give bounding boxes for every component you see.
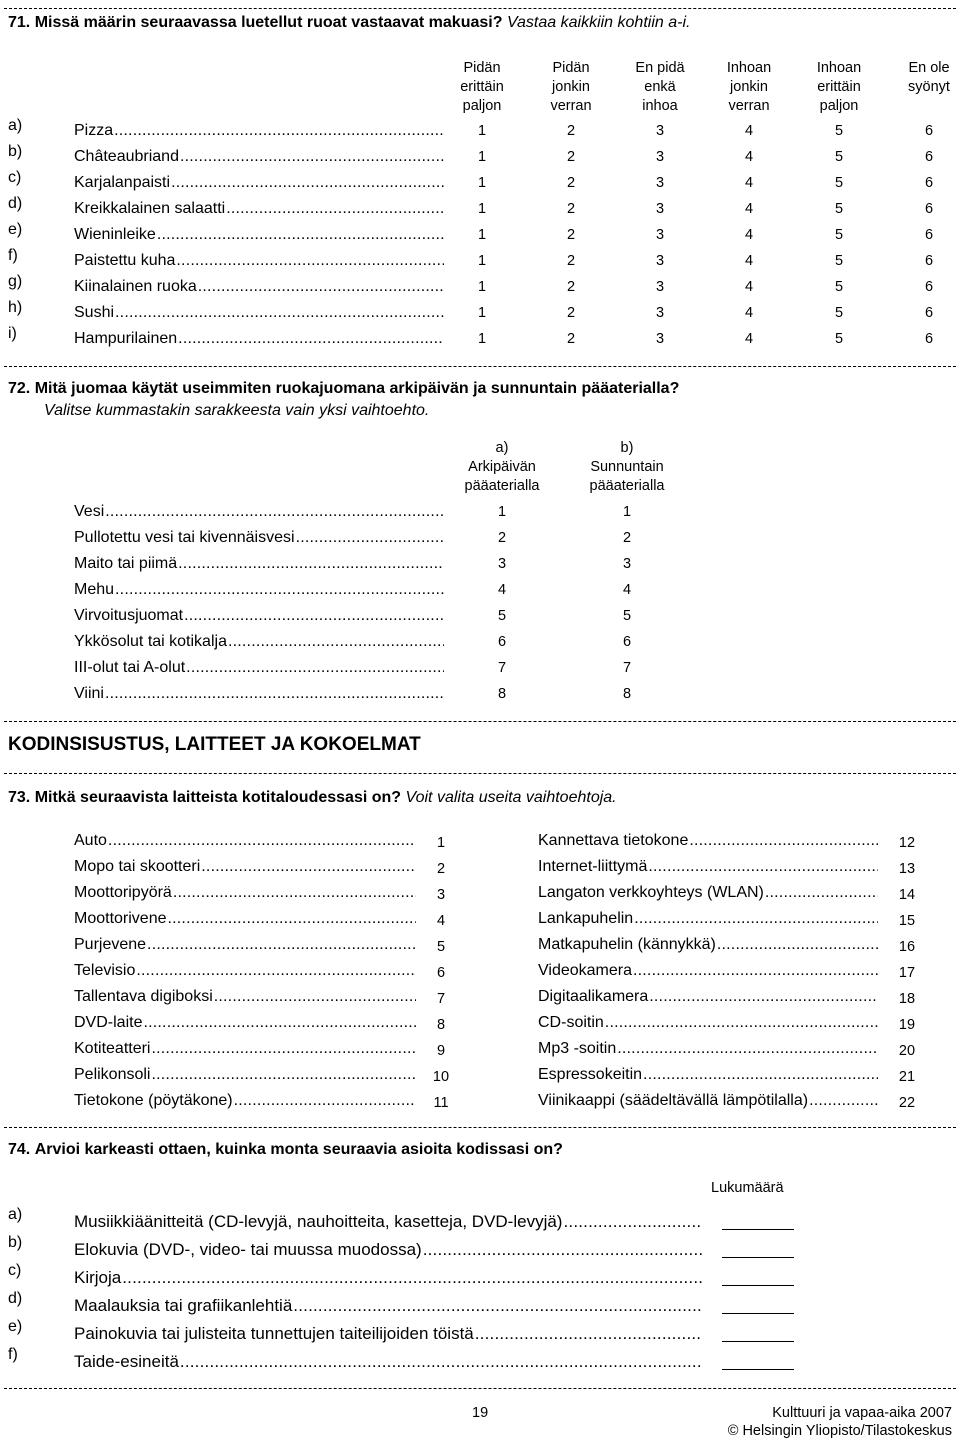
answer-code[interactable]: 1 <box>477 123 487 139</box>
answer-code[interactable]: 2 <box>566 227 576 243</box>
page-number: 19 <box>472 1405 489 1421</box>
q71-item-label: Kreikkalainen salaatti <box>74 200 226 217</box>
device-code[interactable]: 2 <box>436 861 446 877</box>
q71-item <box>74 147 444 167</box>
item-letter: c) <box>8 1262 22 1279</box>
device-code[interactable]: 16 <box>898 939 916 955</box>
column-header-line: Sunnuntain <box>590 459 664 475</box>
answer-code[interactable]: 2 <box>566 253 576 269</box>
question-number: 74. <box>8 1141 31 1158</box>
column-header-line: Pidän <box>463 60 501 76</box>
answer-code[interactable]: 4 <box>744 149 754 165</box>
q73-device <box>538 909 878 929</box>
separator-line <box>4 721 956 722</box>
q72-item-label: Maito tai piimä <box>74 555 178 572</box>
answer-code[interactable]: 6 <box>924 175 934 191</box>
q72-item-label: Virvoitusjuomat <box>74 607 184 624</box>
answer-code[interactable]: 5 <box>834 305 844 321</box>
answer-code[interactable]: 3 <box>655 227 665 243</box>
separator-line <box>4 773 956 774</box>
q73-device-label: Kotiteatteri <box>74 1040 151 1057</box>
q74-item <box>74 1239 702 1261</box>
column-header-line: paljon <box>819 98 859 114</box>
q71-item-label: Kiinalainen ruoka <box>74 278 197 295</box>
question-number: 73. <box>8 789 31 806</box>
q73-device-label: Langaton verkkoyhteys (WLAN) <box>538 884 764 901</box>
answer-code[interactable]: 1 <box>477 253 487 269</box>
q73-device-label: Tietokone (pöytäkone) <box>74 1092 233 1109</box>
answer-code-sunday[interactable]: 2 <box>622 530 632 546</box>
answer-code[interactable]: 6 <box>924 123 934 139</box>
q71-item <box>74 277 444 297</box>
column-header-line: inhoa <box>642 98 678 114</box>
answer-code-weekday[interactable]: 6 <box>497 634 507 650</box>
copyright: © Helsingin Yliopisto/Tilastokeskus <box>727 1423 952 1439</box>
publication-title: Kulttuuri ja vapaa-aika 2007 <box>772 1405 952 1421</box>
answer-code[interactable]: 5 <box>834 175 844 191</box>
q72-item <box>74 684 444 704</box>
q73-device-label: Internet-liittymä <box>538 858 648 875</box>
q72-item <box>74 580 444 600</box>
q73-device-label: Moottorivene <box>74 910 167 927</box>
q72-item <box>74 502 444 522</box>
q73-device <box>538 857 878 877</box>
count-input-line[interactable] <box>722 1257 794 1258</box>
answer-code[interactable]: 3 <box>655 149 665 165</box>
answer-code[interactable]: 2 <box>566 175 576 191</box>
count-input-line[interactable] <box>722 1313 794 1314</box>
answer-code[interactable]: 3 <box>655 175 665 191</box>
column-header-line: jonkin <box>552 79 590 95</box>
q73-device <box>538 1039 878 1059</box>
item-letter: e) <box>8 221 23 238</box>
answer-code[interactable]: 4 <box>744 331 754 347</box>
q73-device-label: DVD-laite <box>74 1014 143 1031</box>
column-header-line: syönyt <box>908 79 950 95</box>
column-header-line: enkä <box>644 79 676 95</box>
column-header-line: Inhoan <box>816 60 862 76</box>
device-code[interactable]: 9 <box>436 1043 446 1059</box>
answer-code[interactable]: 3 <box>655 305 665 321</box>
answer-code[interactable]: 2 <box>566 123 576 139</box>
item-letter: a) <box>8 1206 23 1223</box>
q73-device-label: Purjevene <box>74 936 147 953</box>
separator-line <box>4 366 956 367</box>
device-code[interactable]: 5 <box>436 939 446 955</box>
answer-code[interactable]: 1 <box>477 149 487 165</box>
answer-code[interactable]: 4 <box>744 305 754 321</box>
answer-code[interactable]: 3 <box>655 123 665 139</box>
answer-code[interactable]: 5 <box>834 123 844 139</box>
question-73-title <box>8 789 617 807</box>
answer-code[interactable]: 2 <box>566 149 576 165</box>
column-header-line: verran <box>728 98 770 114</box>
count-input-line[interactable] <box>722 1341 794 1342</box>
q71-item <box>74 329 444 349</box>
answer-code[interactable]: 1 <box>477 279 487 295</box>
question-text: Mitä juomaa käytät useimmiten ruokajuomana arkipäivän ja sunnuntain pääaterialla? <box>34 380 680 397</box>
q72-item <box>74 632 444 652</box>
q73-device <box>74 1091 416 1111</box>
q74-column-header: Lukumäärä <box>711 1180 784 1196</box>
q71-item-label: Pizza <box>74 122 114 139</box>
answer-code[interactable]: 5 <box>834 227 844 243</box>
answer-code-weekday[interactable]: 7 <box>497 660 507 676</box>
column-header-line: En ole <box>908 60 950 76</box>
q74-item <box>74 1323 702 1345</box>
q73-device-label: Matkapuhelin (kännykkä) <box>538 936 716 953</box>
q72-item-label: III-olut tai A-olut <box>74 659 186 676</box>
q73-device <box>538 1013 878 1033</box>
q73-device <box>74 1013 416 1033</box>
q71-item-label: Sushi <box>74 304 115 321</box>
answer-code[interactable]: 3 <box>655 201 665 217</box>
column-header-line: pääaterialla <box>464 478 540 494</box>
question-text: Mitkä seuraavista laitteista kotitaloudessasi on? <box>34 789 402 806</box>
device-code[interactable]: 4 <box>436 913 446 929</box>
column-header-line: Pidän <box>552 60 590 76</box>
column-header-line: jonkin <box>730 79 768 95</box>
answer-code[interactable]: 4 <box>744 227 754 243</box>
q73-device <box>538 831 878 851</box>
item-letter: b) <box>8 143 23 160</box>
q73-device-label: Moottoripyörä <box>74 884 172 901</box>
q74-item-label: Painokuvia tai julisteita tunnettujen taiteilijoiden töistä <box>74 1324 474 1343</box>
count-input-line[interactable] <box>722 1285 794 1286</box>
q74-item-label: Elokuvia (DVD-, video- tai muussa muodossa) <box>74 1240 422 1259</box>
q73-device-label: Digitaalikamera <box>538 988 649 1005</box>
device-code[interactable]: 18 <box>898 991 916 1007</box>
q72-item <box>74 528 444 548</box>
item-letter: d) <box>8 195 23 212</box>
item-letter: c) <box>8 169 22 186</box>
q73-device-label: Kannettava tietokone <box>538 832 689 849</box>
answer-code[interactable]: 2 <box>566 201 576 217</box>
answer-code[interactable]: 1 <box>477 201 487 217</box>
q72-item <box>74 606 444 626</box>
column-header-line: a) <box>495 440 509 456</box>
q72-item <box>74 658 444 678</box>
answer-code[interactable]: 1 <box>477 305 487 321</box>
q73-device <box>74 831 416 851</box>
answer-code-sunday[interactable]: 3 <box>622 556 632 572</box>
q74-item-label: Maalauksia tai grafiikanlehtiä <box>74 1296 293 1315</box>
q73-device-label: CD-soitin <box>538 1014 604 1031</box>
device-code[interactable]: 22 <box>898 1095 916 1111</box>
item-letter: b) <box>8 1234 23 1251</box>
q73-device <box>538 961 878 981</box>
q72-item-label: Vesi <box>74 503 105 520</box>
answer-code-weekday[interactable]: 3 <box>497 556 507 572</box>
answer-code[interactable]: 4 <box>744 279 754 295</box>
count-input-line[interactable] <box>722 1369 794 1370</box>
answer-code[interactable]: 6 <box>924 149 934 165</box>
q71-item-label: Hampurilainen <box>74 330 178 347</box>
item-letter: f) <box>8 1346 18 1363</box>
answer-code[interactable]: 3 <box>655 279 665 295</box>
separator-line <box>4 1127 956 1128</box>
item-letter: i) <box>8 325 17 342</box>
q73-device-label: Mopo tai skootteri <box>74 858 201 875</box>
q74-item <box>74 1351 702 1373</box>
q72-item-label: Pullotettu vesi tai kivennäisvesi <box>74 529 295 546</box>
q73-device-label: Televisio <box>74 962 136 979</box>
q74-item-label: Kirjoja <box>74 1268 122 1287</box>
q74-item-label: Musiikkiäänitteitä (CD-levyjä, nauhoitteita, kasetteja, DVD-levyjä) <box>74 1212 563 1231</box>
item-letter: e) <box>8 1318 23 1335</box>
q73-device-label: Espressokeitin <box>538 1066 643 1083</box>
answer-code-sunday[interactable]: 1 <box>622 504 632 520</box>
device-code[interactable]: 12 <box>898 835 916 851</box>
answer-code[interactable]: 4 <box>744 253 754 269</box>
answer-code-weekday[interactable]: 5 <box>497 608 507 624</box>
q73-device <box>538 883 878 903</box>
answer-code-sunday[interactable]: 6 <box>622 634 632 650</box>
q72-item-label: Ykkösolut tai kotikalja <box>74 633 227 650</box>
q71-item-label: Wieninleike <box>74 226 156 243</box>
column-header-line: erittäin <box>460 79 504 95</box>
device-code[interactable]: 11 <box>433 1095 449 1111</box>
device-code[interactable]: 21 <box>898 1069 916 1085</box>
question-74-title <box>8 1141 563 1159</box>
question-72-instruction <box>44 402 429 420</box>
q73-device <box>74 935 416 955</box>
column-header-line: b) <box>620 440 634 456</box>
q74-item <box>74 1211 702 1233</box>
device-code[interactable]: 15 <box>898 913 916 929</box>
q73-device <box>538 987 878 1007</box>
question-text: Missä määrin seuraavassa luetellut ruoat vastaavat makuasi? <box>34 14 503 31</box>
answer-code-weekday[interactable]: 4 <box>497 582 507 598</box>
column-header-line: paljon <box>462 98 502 114</box>
answer-code[interactable]: 4 <box>744 175 754 191</box>
q73-device <box>74 987 416 1007</box>
q73-device <box>74 857 416 877</box>
q73-device-label: Viinikaappi (säädeltävällä lämpötilalla) <box>538 1092 809 1109</box>
q73-device <box>538 1091 878 1111</box>
answer-code[interactable]: 6 <box>924 201 934 217</box>
device-code[interactable]: 6 <box>436 965 446 981</box>
answer-code-sunday[interactable]: 7 <box>622 660 632 676</box>
q73-device-label: Videokamera <box>538 962 632 979</box>
q71-item <box>74 251 444 271</box>
column-header-line: pääaterialla <box>589 478 665 494</box>
device-code[interactable]: 1 <box>436 835 446 851</box>
answer-code[interactable]: 6 <box>924 331 934 347</box>
question-instruction: Vastaa kaikkiin kohtiin a-i. <box>506 14 691 31</box>
answer-code[interactable]: 1 <box>477 331 487 347</box>
answer-code-sunday[interactable]: 4 <box>622 582 632 598</box>
q73-device <box>74 1039 416 1059</box>
device-code[interactable]: 14 <box>898 887 916 903</box>
column-header-line: En pidä <box>635 60 685 76</box>
q73-device-label: Lankapuhelin <box>538 910 634 927</box>
device-code[interactable]: 10 <box>432 1069 450 1085</box>
q71-item <box>74 225 444 245</box>
q73-device-label: Mp3 -soitin <box>538 1040 617 1057</box>
q73-device <box>74 909 416 929</box>
question-text: Arvioi karkeasti ottaen, kuinka monta seuraavia asioita kodissasi on? <box>34 1141 563 1158</box>
q74-item <box>74 1267 702 1289</box>
q71-item <box>74 121 444 141</box>
device-code[interactable]: 3 <box>436 887 446 903</box>
section-title: KODINSISUSTUS, LAITTEET JA KOKOELMAT <box>8 734 421 755</box>
device-code[interactable]: 8 <box>436 1017 446 1033</box>
column-header-line: erittäin <box>817 79 861 95</box>
answer-code-weekday[interactable]: 1 <box>497 504 507 520</box>
q74-item-label: Taide-esineitä <box>74 1352 179 1371</box>
answer-code[interactable]: 5 <box>834 331 844 347</box>
separator-line <box>4 8 956 9</box>
separator-line <box>4 1388 956 1389</box>
device-code[interactable]: 17 <box>898 965 916 981</box>
device-code[interactable]: 19 <box>898 1017 916 1033</box>
question-number: 71. <box>8 14 31 31</box>
question-instruction: Voit valita useita vaihtoehtoja. <box>405 789 617 806</box>
question-number: 72. <box>8 380 31 397</box>
answer-code[interactable]: 4 <box>744 123 754 139</box>
answer-code-sunday[interactable]: 5 <box>622 608 632 624</box>
answer-code-weekday[interactable]: 8 <box>497 686 507 702</box>
q71-item-label: Paistettu kuha <box>74 252 176 269</box>
q73-device <box>538 935 878 955</box>
question-71-title <box>8 14 690 32</box>
q73-device <box>74 883 416 903</box>
q72-item-label: Viini <box>74 685 104 702</box>
answer-code[interactable]: 1 <box>477 227 487 243</box>
device-code[interactable]: 20 <box>898 1043 916 1059</box>
question-72-title <box>8 380 679 398</box>
question-instruction: Valitse kummastakin sarakkeesta vain yksi vaihtoehto. <box>44 402 430 419</box>
answer-code[interactable]: 4 <box>744 201 754 217</box>
item-letter: g) <box>8 273 23 290</box>
answer-code-sunday[interactable]: 8 <box>622 686 632 702</box>
answer-code[interactable]: 6 <box>924 227 934 243</box>
device-code[interactable]: 7 <box>436 991 446 1007</box>
q71-item <box>74 173 444 193</box>
item-letter: a) <box>8 117 23 134</box>
device-code[interactable]: 13 <box>898 861 916 877</box>
answer-code[interactable]: 6 <box>924 305 934 321</box>
answer-code[interactable]: 6 <box>924 253 934 269</box>
answer-code[interactable]: 1 <box>477 175 487 191</box>
q72-item-label: Mehu <box>74 581 115 598</box>
q73-device-label: Tallentava digiboksi <box>74 988 213 1005</box>
answer-code[interactable]: 5 <box>834 253 844 269</box>
count-input-line[interactable] <box>722 1229 794 1230</box>
q74-item <box>74 1295 702 1317</box>
column-header-line: Inhoan <box>726 60 772 76</box>
q73-device <box>538 1065 878 1085</box>
q71-item-label: Châteaubriand <box>74 148 179 165</box>
answer-code[interactable]: 5 <box>834 279 844 295</box>
item-letter: d) <box>8 1290 23 1307</box>
q71-item <box>74 199 444 219</box>
answer-code[interactable]: 2 <box>566 331 576 347</box>
answer-code[interactable]: 5 <box>834 201 844 217</box>
answer-code[interactable]: 5 <box>834 149 844 165</box>
item-letter: f) <box>8 247 18 264</box>
answer-code[interactable]: 6 <box>924 279 934 295</box>
q73-device <box>74 961 416 981</box>
q73-device-label: Auto <box>74 832 107 849</box>
answer-code[interactable]: 3 <box>655 253 665 269</box>
answer-code[interactable]: 2 <box>566 305 576 321</box>
item-letter: h) <box>8 299 23 316</box>
answer-code[interactable]: 2 <box>566 279 576 295</box>
column-header-line: verran <box>550 98 592 114</box>
q71-item <box>74 303 444 323</box>
q72-item <box>74 554 444 574</box>
column-header-line: Arkipäivän <box>468 459 536 475</box>
answer-code-weekday[interactable]: 2 <box>497 530 507 546</box>
answer-code[interactable]: 3 <box>655 331 665 347</box>
q73-device-label: Pelikonsoli <box>74 1066 151 1083</box>
q71-item-label: Karjalanpaisti <box>74 174 171 191</box>
q73-device <box>74 1065 416 1085</box>
